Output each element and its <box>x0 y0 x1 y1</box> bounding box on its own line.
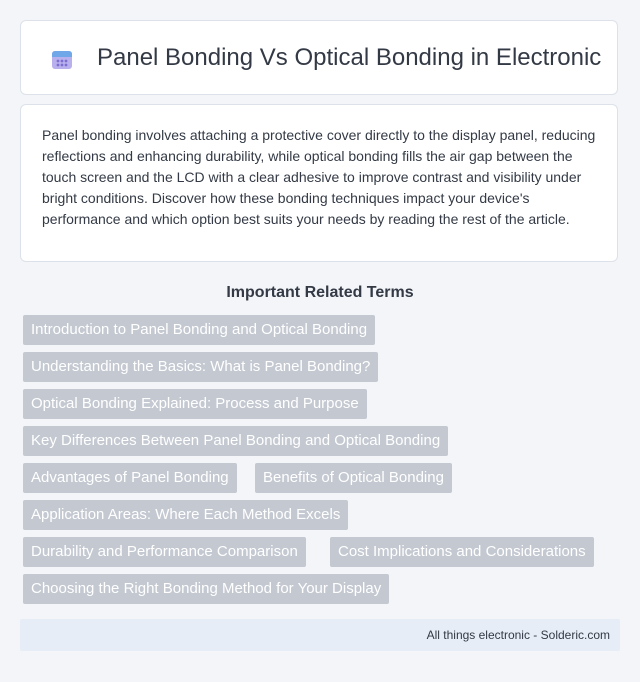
related-term-tag[interactable]: Cost Implications and Considerations <box>330 537 594 567</box>
related-term-tag[interactable]: Optical Bonding Explained: Process and Purpose <box>23 389 367 419</box>
related-term-tag[interactable]: Benefits of Optical Bonding <box>255 463 452 493</box>
footer-bar <box>20 619 620 651</box>
related-term-tag[interactable]: Understanding the Basics: What is Panel Bonding? <box>23 352 378 382</box>
page-title: Panel Bonding Vs Optical Bonding in Electronic <box>97 44 602 71</box>
related-term-tag[interactable]: Advantages of Panel Bonding <box>23 463 237 493</box>
calendar-icon <box>50 47 74 71</box>
related-term-tag[interactable]: Choosing the Right Bonding Method for Your Display <box>23 574 389 604</box>
related-term-tag[interactable]: Key Differences Between Panel Bonding and Optical Bonding <box>23 426 448 456</box>
related-term-tag[interactable]: Application Areas: Where Each Method Excels <box>23 500 348 530</box>
related-term-tag[interactable]: Durability and Performance Comparison <box>23 537 306 567</box>
related-terms-heading: Important Related Terms <box>226 284 414 301</box>
related-term-tag[interactable]: Introduction to Panel Bonding and Optical Bonding <box>23 315 375 345</box>
summary-text: Panel bonding involves attaching a protective cover directly to the display panel, reducing reflections and enhancing durability, while optical bonding fills the air gap between the touch screen and the LCD with a clear adhesive to improve contrast and visibility under bright conditions. Discover how these bonding techniques impact your device's performance and which option best suits your needs by reading the rest of the article. <box>42 127 596 227</box>
summary-card <box>20 104 618 262</box>
footer-credit: All things electronic - Solderic.com <box>426 628 610 642</box>
